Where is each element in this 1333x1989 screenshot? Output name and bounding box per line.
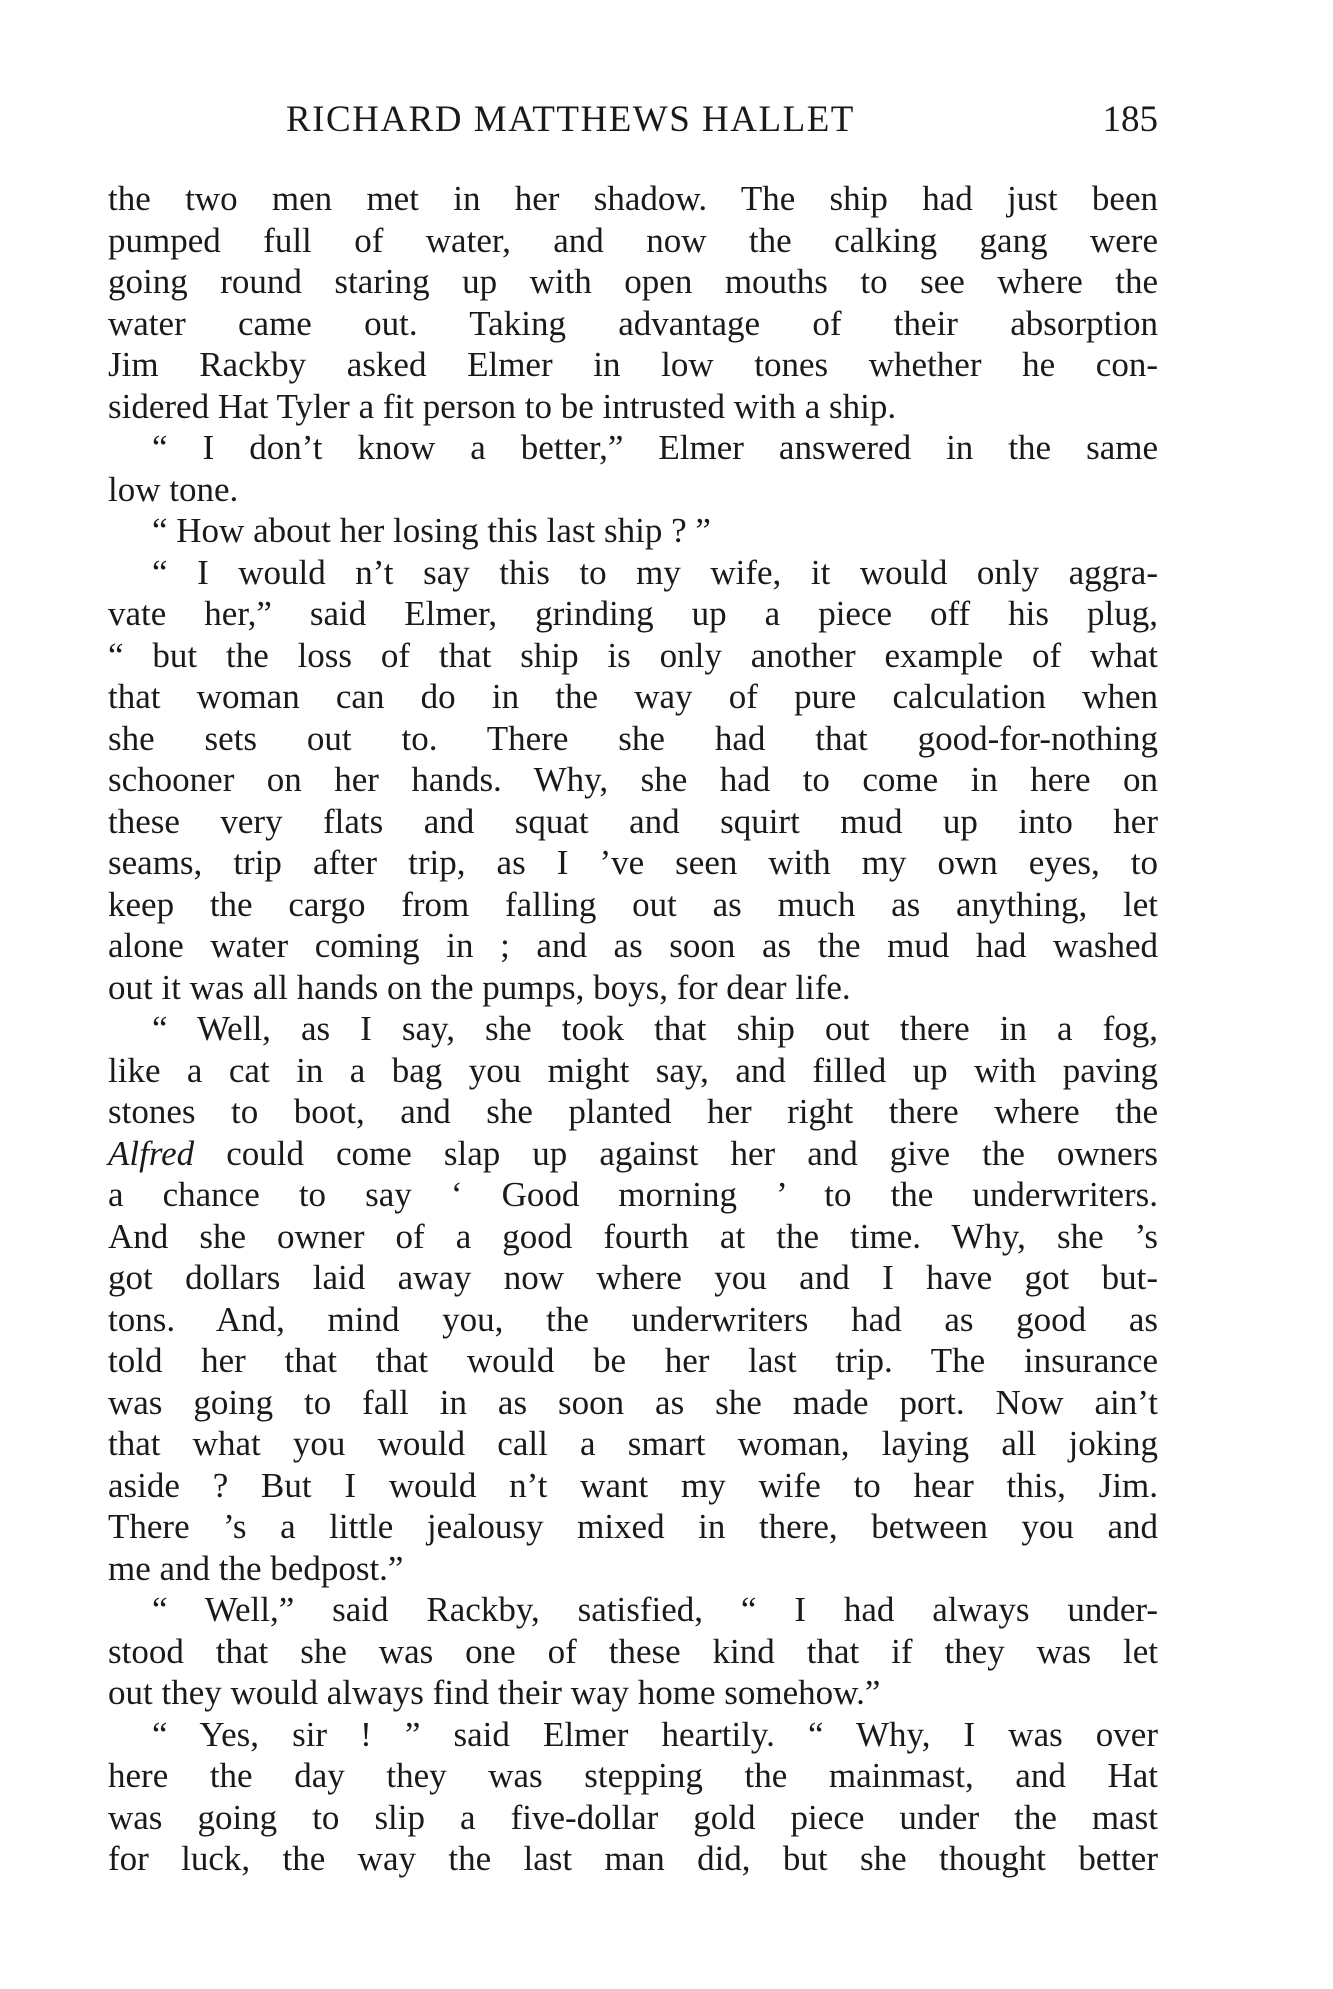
text-line: for luck, the way the last man did, but she thought better bbox=[108, 1839, 1158, 1878]
text-line: the two men met in her shadow. The ship had just been bbox=[108, 179, 1158, 218]
text-line: aside ? But I would n’t want my wife to hear this, Jim. bbox=[108, 1465, 1158, 1505]
text-line: “ Yes, sir ! ” said Elmer heartily. “ Why, I was over bbox=[152, 1714, 1158, 1754]
italic-ship-name: Alfred bbox=[108, 1133, 195, 1173]
text-line: that what you would call a smart woman, laying all joking bbox=[108, 1424, 1158, 1463]
text-line: “ How about her losing this last ship ? ” bbox=[152, 511, 711, 550]
text-line: me and the bedpost.” bbox=[108, 1548, 404, 1588]
text-line: “ Well,” said Rackby, satisfied, “ I had always under- bbox=[152, 1590, 1158, 1629]
text-line: got dollars laid away now where you and I have got but- bbox=[108, 1258, 1158, 1297]
text-line: these very flats and squat and squirt mud up into her bbox=[108, 801, 1158, 841]
text-line: told her that that would be her last trip. The insurance bbox=[108, 1341, 1158, 1380]
text-line: a chance to say ‘ Good morning ’ to the underwriters. bbox=[108, 1175, 1158, 1214]
text-line: out it was all hands on the pumps, boys, for dear life. bbox=[108, 967, 851, 1007]
text-line: alone water coming in ; and as soon as the mud had washed bbox=[108, 926, 1158, 965]
running-head bbox=[108, 98, 1158, 148]
page-number: 185 bbox=[1102, 99, 1158, 140]
text-line: seams, trip after trip, as I ’ve seen with my own eyes, to bbox=[108, 843, 1158, 882]
text-line: “ I don’t know a better,” Elmer answered in the same bbox=[152, 428, 1158, 467]
text-line: schooner on her hands. Why, she had to come in here on bbox=[108, 760, 1158, 799]
text-line: sidered Hat Tyler a fit person to be intrusted with a ship. bbox=[108, 386, 897, 426]
text-line: that woman can do in the way of pure calculation when bbox=[108, 677, 1158, 716]
text-line: was going to fall in as soon as she made port. Now ain’t bbox=[108, 1382, 1158, 1422]
text-line: keep the cargo from falling out as much as anything, let bbox=[108, 884, 1158, 924]
text-line: “ but the loss of that ship is only another example of what bbox=[108, 635, 1158, 675]
body-text bbox=[108, 178, 1158, 1880]
text-line: stones to boot, and she planted her right there where the bbox=[108, 1092, 1158, 1131]
text-line: was going to slip a five-dollar gold piece under the mast bbox=[108, 1797, 1158, 1837]
text-line: pumped full of water, and now the calking gang were bbox=[108, 220, 1158, 260]
text-line: she sets out to. There she had that good-for-nothing bbox=[108, 718, 1158, 758]
text-line bbox=[108, 1133, 1158, 1175]
text-line: water came out. Taking advantage of their absorption bbox=[108, 303, 1158, 343]
text-line: “ Well, as I say, she took that ship out there in a fog, bbox=[152, 1009, 1158, 1048]
text-line: here the day they was stepping the mainmast, and Hat bbox=[108, 1756, 1158, 1795]
text-line: low tone. bbox=[108, 469, 239, 509]
text-line: Jim Rackby asked Elmer in low tones whether he con- bbox=[108, 345, 1158, 384]
text-line: vate her,” said Elmer, grinding up a piece off his plug, bbox=[108, 594, 1158, 633]
text-line: stood that she was one of these kind that if they was let bbox=[108, 1631, 1158, 1671]
text-line: tons. And, mind you, the underwriters had as good as bbox=[108, 1299, 1158, 1339]
text-line: And she owner of a good fourth at the time. Why, she ’s bbox=[108, 1216, 1158, 1256]
text-line-rest: could come slap up against her and give the owners bbox=[194, 1133, 1158, 1173]
text-line: out they would always find their way home somehow.” bbox=[108, 1673, 881, 1712]
text-line: going round staring up with open mouths to see where the bbox=[108, 262, 1158, 301]
text-line: There ’s a little jealousy mixed in there, between you and bbox=[108, 1507, 1158, 1546]
text-line: “ I would n’t say this to my wife, it would only aggra- bbox=[152, 552, 1158, 592]
text-line: like a cat in a bag you might say, and filled up with paving bbox=[108, 1050, 1158, 1090]
running-title: RICHARD MATTHEWS HALLET bbox=[286, 99, 855, 140]
